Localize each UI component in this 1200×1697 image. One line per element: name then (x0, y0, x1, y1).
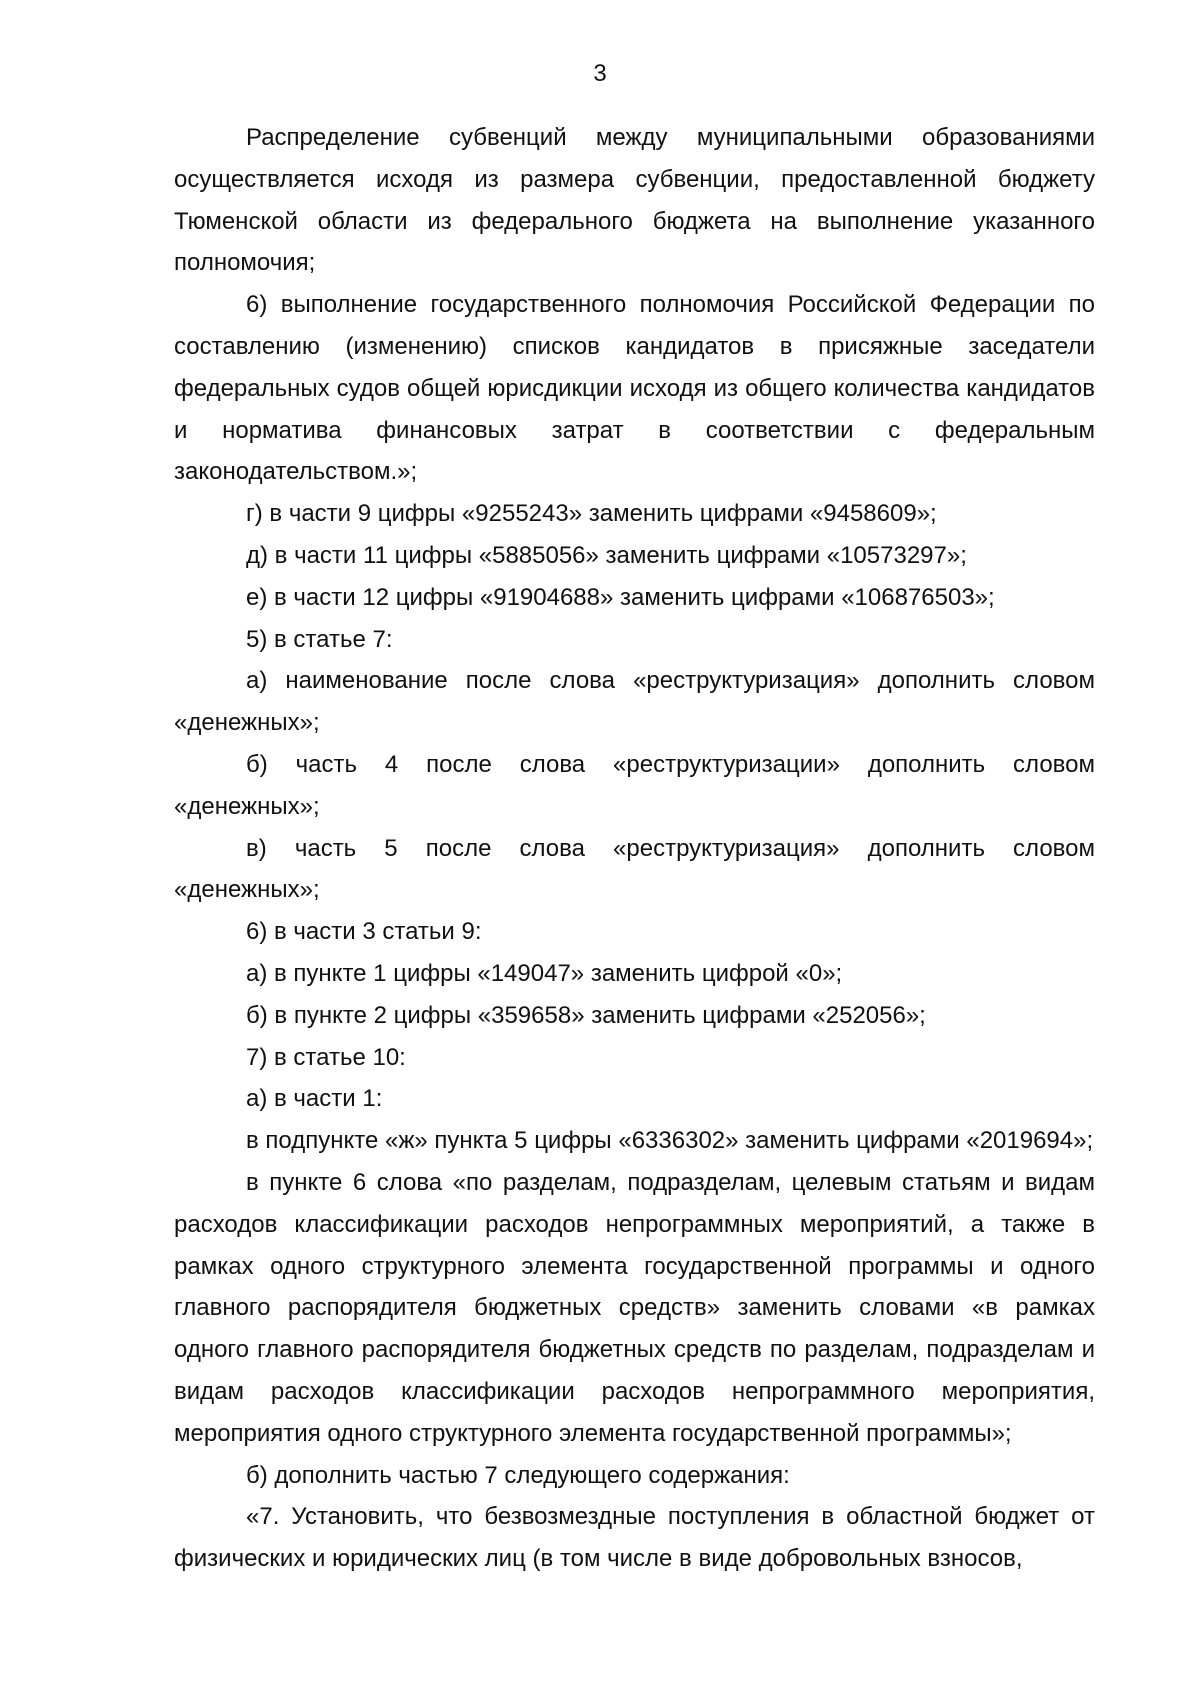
paragraph-e-part-12: е) в части 12 цифры «91904688» заменить цифрами «106876503»; (246, 583, 995, 611)
paragraph-5-article-7: 5) в статье 7: (246, 625, 393, 653)
paragraph-item-6-jurors: 6) выполнение государственного полномочия Российской Федерации по составлению (изменению) списков кандидатов в присяжные заседатели федеральных судов общей юрисдикции исходя из общего количества кандидатов и норматива финансовых затрат в соответствии с федеральным законодательством.»; (174, 291, 1095, 486)
paragraph-7-article-10: 7) в статье 10: (246, 1043, 406, 1071)
paragraph-b-add-part-7: б) дополнить частью 7 следующего содержания: (246, 1461, 790, 1489)
paragraph-part-7-text: «7. Установить, что безвозмездные поступления в областной бюджет от физических и юридических лиц (в том числе в виде добровольных взносов, (174, 1503, 1095, 1573)
paragraph-g-part-9: г) в части 9 цифры «9255243» заменить цифрами «9458609»; (246, 500, 937, 528)
paragraph-a-part-1: а) в части 1: (246, 1085, 383, 1113)
paragraph-subvention-distribution: Распределение субвенций между муниципальными образованиями осуществляется исходя из размера субвенции, предоставленной бюджету Тюменской области из федерального бюджета на выполнение указанного полномочия; (174, 124, 1095, 277)
paragraph-subitem-zh: в подпункте «ж» пункта 5 цифры «6336302» заменить цифрами «2019694»; (246, 1127, 1094, 1155)
paragraph-b-item-2: б) в пункте 2 цифры «359658» заменить цифрами «252056»; (246, 1001, 926, 1029)
paragraph-b-part-4: б) часть 4 после слова «реструктуризации» дополнить словом «денежных»; (174, 750, 1095, 820)
paragraph-6-article-9: 6) в части 3 статьи 9: (246, 918, 482, 946)
paragraph-v-part-5: в) часть 5 после слова «реструктуризация» дополнить словом «денежных»; (174, 834, 1095, 904)
paragraph-d-part-11: д) в части 11 цифры «5885056» заменить цифрами «10573297»; (246, 541, 967, 569)
page-number: 3 (593, 60, 607, 87)
paragraph-item-6-words: в пункте 6 слова «по разделам, подразделам, целевым статьям и видам расходов классификации расходов непрограммных мероприятий, а также в рамках одного структурного элемента государственной программы и одного главного распорядителя бюджетных средств» заменить словами «в рамках одного главного распорядителя бюджетных средств по разделам, подразделам и видам расходов классификации расходов непрограммного мероприятия, мероприятия одного структурного элемента государственной программы»; (174, 1168, 1095, 1447)
document-body (174, 117, 1095, 1580)
paragraph-a-title: а) наименование после слова «реструктуризация» дополнить словом «денежных»; (174, 667, 1095, 737)
paragraph-a-item-1: а) в пункте 1 цифры «149047» заменить цифрой «0»; (246, 959, 843, 987)
